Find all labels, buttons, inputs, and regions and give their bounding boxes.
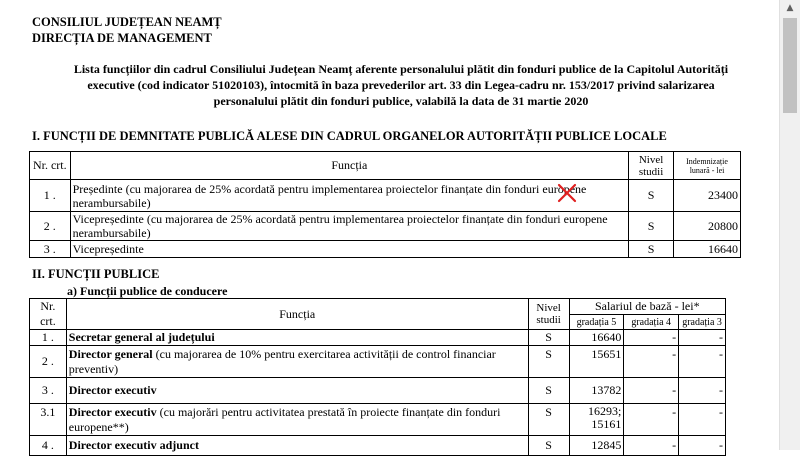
header-functia: Funcția <box>66 299 528 330</box>
row-gradatia-5: 16640 <box>569 330 624 346</box>
scroll-up-arrow-icon[interactable]: ▲ <box>786 3 794 13</box>
row-functia-detail: (cu majorarea de 10% pentru exercitarea activității de control financiar preventiv) <box>68 347 496 376</box>
row-gradatia-4: - <box>624 404 679 436</box>
table-row <box>30 436 726 456</box>
document-intro: Lista funcțiilor din cadrul Consiliului Județean Neamț aferente personalului plătit din fonduri publice de la Capitolul Autorități executive (cod indicator 51020103), întocmită în baza prevederilor art. 33 din Legea-cadru nr. 153/2017 privind salarizarea personalului plătit din fonduri publice, valabilă la data de 31 martie 2020 <box>73 62 729 108</box>
row-functia-title: Director executiv <box>68 405 157 419</box>
row-nr: 1 . <box>30 330 67 346</box>
row-nivel: S <box>629 241 674 258</box>
row-functia: Vicepreședinte (cu majorarea de 25% acordată pentru implementarea proiectelor finanțate din fonduri europene nerambursabile) <box>70 212 628 241</box>
row-gradatia-4: - <box>624 378 679 404</box>
row-gradatia-4: - <box>624 436 679 456</box>
row-functia: Președinte (cu majorarea de 25% acordată pentru implementarea proiectelor finanțate din fonduri europene nerambursabile) <box>70 180 628 212</box>
header-gradatia-3: gradația 3 <box>679 315 726 330</box>
row-functia <box>66 330 528 346</box>
row-gradatia-5-value-2: 15161 <box>591 417 622 431</box>
section-2-table <box>29 298 726 456</box>
header-nivel: Nivel studii <box>528 299 569 330</box>
header-gradatia-5: gradația 5 <box>569 315 624 330</box>
header-nr: Nr. crt. <box>30 152 71 180</box>
row-gradatia-3: - <box>679 404 726 436</box>
section-2-title: II. FUNCȚII PUBLICE <box>32 267 160 281</box>
header-nivel: Nivel studii <box>629 152 674 180</box>
row-nr: 4 . <box>30 436 67 456</box>
institution-name: CONSILIUL JUDEȚEAN NEAMȚ <box>32 15 222 29</box>
row-gradatia-3: - <box>679 330 726 346</box>
section-1-table <box>29 151 741 258</box>
row-gradatia-3: - <box>679 378 726 404</box>
row-nr: 3 . <box>30 378 67 404</box>
table-row <box>30 404 726 436</box>
table-row <box>30 378 726 404</box>
row-nivel: S <box>528 404 569 436</box>
table-row <box>30 346 726 378</box>
header-indemnizatie: Indemnizație lunară - lei <box>674 152 741 180</box>
row-nr: 1 . <box>30 180 71 212</box>
department-name: DIRECȚIA DE MANAGEMENT <box>32 31 212 45</box>
header-functia: Funcția <box>70 152 628 180</box>
row-gradatia-5: 12845 <box>569 436 624 456</box>
header-salariu: Salariul de bază - lei* <box>569 299 725 315</box>
header-gradatia-4: gradația 4 <box>624 315 679 330</box>
row-functia-title: Director executiv <box>68 383 157 397</box>
row-functia-title: Director executiv adjunct <box>68 438 199 452</box>
scrollbar-thumb[interactable] <box>783 18 797 113</box>
row-gradatia-5 <box>569 404 624 436</box>
row-nr: 2 . <box>30 346 67 378</box>
row-functia <box>66 378 528 404</box>
row-indemnizatie: 20800 <box>674 212 741 241</box>
section-2-subtitle: a) Funcții publice de conducere <box>67 284 228 298</box>
row-functia <box>66 404 528 436</box>
row-nivel: S <box>629 180 674 212</box>
row-gradatia-3: - <box>679 436 726 456</box>
row-functia-title: Secretar general al județului <box>68 330 215 344</box>
red-x-mark-icon <box>556 182 578 204</box>
table-row <box>30 180 741 212</box>
table-row <box>30 212 741 241</box>
header-nr: Nr. crt. <box>30 299 67 330</box>
row-functia-detail: (cu majorări pentru activitatea prestată în proiecte finanțate din fonduri europene**) <box>68 405 501 434</box>
table-row <box>30 241 741 258</box>
table-header-row <box>30 299 726 315</box>
row-gradatia-4: - <box>624 330 679 346</box>
row-nivel: S <box>528 378 569 404</box>
vertical-scrollbar[interactable] <box>779 0 800 450</box>
row-nivel: S <box>528 330 569 346</box>
row-functia-title: Director general <box>68 347 153 361</box>
row-indemnizatie: 16640 <box>674 241 741 258</box>
table-row <box>30 330 726 346</box>
row-indemnizatie: 23400 <box>674 180 741 212</box>
row-functia <box>66 436 528 456</box>
row-gradatia-3: - <box>679 346 726 378</box>
row-gradatia-5-value: 16293; <box>587 404 622 418</box>
table-header-row <box>30 152 741 180</box>
row-nr: 2 . <box>30 212 71 241</box>
row-gradatia-5: 13782 <box>569 378 624 404</box>
row-nivel: S <box>629 212 674 241</box>
row-nivel: S <box>528 346 569 378</box>
section-1-title: I. FUNCȚII DE DEMNITATE PUBLICĂ ALESE DIN CADRUL ORGANELOR AUTORITĂȚII PUBLICE LOCALE <box>32 129 667 143</box>
row-functia <box>66 346 528 378</box>
row-gradatia-5: 15651 <box>569 346 624 378</box>
row-nivel: S <box>528 436 569 456</box>
row-functia: Vicepreședinte <box>70 241 628 258</box>
row-nr: 3.1 <box>30 404 67 436</box>
row-gradatia-4: - <box>624 346 679 378</box>
row-nr: 3 . <box>30 241 71 258</box>
